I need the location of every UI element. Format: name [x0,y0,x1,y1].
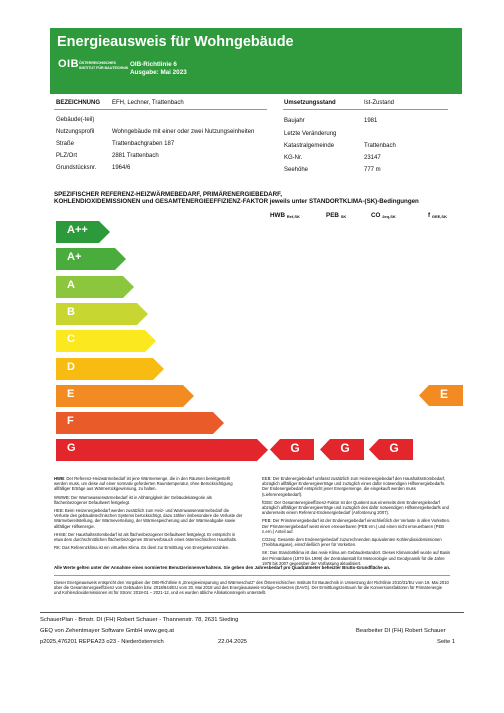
umsetzungsstand-label: Umsetzungsstand [284,100,336,106]
rating-indicator-peb [320,439,364,459]
rating-indicator-fgee [419,385,463,405]
footer-page: Seite 1 [437,639,456,645]
page-title: Energieausweis für Wohngebäude [57,34,294,50]
katastral-value: Trattenbach [364,143,396,149]
note-legal: Dieser Energieausweis entspricht den Vorgaben der OIB-Richtlinie 6 „Energieeinsparung und Wärmeschutz" des Österreichischen Instituts für Bautechnik in Umsetzung der Richtlinie 2010/31/EU vom 19. Mai 2010 über die Gesamtenergieeffizienz von Gebäuden bzw. 2018/844/EU vom 30. Mai 2018 und des Energieausweis-Vorlage-Gesetzes (EAVG). Der Ermittlungszeitraum für die Konversionsfaktoren für Primärenergie und Kohlendioxidemissionen ist für Strom: 2018-01 – 2021-12, und es wurden übliche Allokationsregeln unterstellt. [54,580,449,596]
rating-label-peb: G [340,441,350,456]
rating-label-co2: G [389,441,399,456]
class-label: A++ [67,224,88,236]
footer-author: Bearbeiter DI (FH) Robert Schauer [356,628,446,634]
oib-org-line1: ÖSTERREICHISCHES [79,61,116,65]
strasse-value: Trattenbachgraben 187 [112,141,175,147]
class-label: G [67,442,76,455]
nutzungsprofil-label: Nutzungsprofil [56,129,95,135]
class-bar-b [56,303,148,325]
column-fgee: f $_{GEE,SK}$ [428,212,447,219]
rating-label-fgee: E [439,386,448,401]
section-title-line2: KOHLENDIOXIDEMISSIONEN und GESAMTENERGIEEFFIZIENZ-FAKTOR jeweils unter STANDORTKLIMA-(SK)-Bedingungen [54,198,419,206]
kgnr-label: KG-Nr. [284,155,303,161]
column-hwb: HWB $_{Ref,SK}$ [270,212,300,219]
bezeichnung-label: BEZEICHNUNG [56,100,101,106]
kgnr-value: 23147 [364,155,381,161]
plz-label: PLZ/Ort [56,153,78,159]
divider-right [283,109,448,110]
umsetzungsstand-value: Ist-Zustand [364,100,395,106]
divider-notes [54,575,450,576]
class-bar-aplusplus [56,221,110,243]
plz-value: 2881 Trattenbach [112,153,159,159]
grundstuecksnr-label: Grundstücksnr. [56,165,97,171]
divider-left [54,109,267,110]
class-label: C [67,333,75,346]
nutzungsprofil-value: Wohngebäude mit einer oder zwei Nutzungseinheiten [112,129,255,135]
katastral-label: Katastralgemeinde [284,143,335,149]
class-label: A [67,278,75,291]
def-fgee: fGEE: Der Gesamtenergieeffizienz-Faktor ist der Quotient aus einerseits dem Endenergiebedarf abzüglich allfälliger Endenergieerträge und zuzüglich des dafür notwendigen Hilfsenergiebedarfs und andererseits einem Referenz-Endenergiebedarf (Anforderung 2007). [262,499,449,516]
class-label: E [67,387,75,400]
seehoehe-value: 777 m [364,167,381,173]
def-peb: PEB: Der Primärenergiebedarf ist der Endenergiebedarf einschließlich der Verluste in allen Vorketten. Der Primärenergiebedarf weist einen erneuerbaren (PEB ern.) und einen nicht erneuerbaren (PEB n.ern.) Anteil auf. [262,518,451,534]
class-bar-a [56,276,134,298]
def-hhsb: HHSB: Der Haushaltsstrombedarf ist als flächenbezogener Defaultwert festgelegt. Er entspricht in etwa dem durchschnittlichen flächenbezogenen Stromverbrauch eines österreichischen Haushalts. [54,531,237,543]
def-co2: CO2eq: Gesamte dem Endenergiebedarf zuzurechnenden äquivalenten Kohlendioxidemissionen (Treibhausgase), einschließlich jener für Vorketten. [262,537,442,548]
ausgabe-label: Ausgabe: Mai 2023 [130,69,187,77]
oib-org-name [79,61,128,70]
def-sk: SK: Das Standortklima ist das reale Klima am Gebäudestandort. Dieses Klimamodell wurde auf Basis der Primärdaten (1970 bis 1999) der Zentralanstalt für Meteorologie und Geodynamik für die Jahre 1978 bis 2007 gegenüber der Vorfassung aktualisiert. [262,550,451,566]
richtlinie-info [130,61,187,77]
class-bar-f [56,412,224,434]
rating-indicator-co2 [369,439,413,459]
baujahr-value: 1981 [364,118,378,124]
def-heb: HEB: Beim Heizenergiebedarf werden zusätzlich zum Heiz- und Warmwasserwärmebedarf die Verluste des gebäudetechnischen Systems berücksichtigt, dazu zählen insbesondere die Verluste der Wärmebereitstellung, der Wärmeverteilung, der Wärmespeicherung und der Wärmeabgabe sowie allfälliger Hilfsenergie. [54,508,243,529]
class-label: F [67,415,74,428]
class-bar-d [56,358,164,380]
def-eeb: EEB: Der Endenergiebedarf umfasst zusätzlich zum Heizenergiebedarf den Haushaltsstrombedarf, abzüglich allfälliger Endenergieerträge und zuzüglich eines dafür notwendigen Hilfsenergiebedarfs. Der Endenergiebedarf entspricht jener Energiemenge, die eingekauft werden muss (Lieferenergiebedarf). [262,476,446,497]
rating-label-hwb: G [290,441,300,456]
class-bar-e [56,385,194,407]
class-bar-g [56,439,268,461]
section-title [54,191,444,206]
oib-logo-mark: OIB [58,58,80,70]
section-title-line1: SPEZIFISCHER REFERENZ-HEIZWÄRMEBEDARF, PRIMÄRENERGIEBEDARF, [54,191,282,198]
bezeichnung-value: EFH, Lechner, Trattenbach [112,100,184,106]
definitions-left [54,476,244,550]
grundstuecksnr-value: 1964/6 [112,165,131,171]
column-co2: CO $_{2eq,SK}$ [371,212,396,219]
oib-org-line2: INSTITUT FÜR BAUTECHNIK [79,65,129,70]
footer-id: p2025,476201 REPEA23 o23 - Niederösterreich [40,639,164,645]
seehoehe-label: Seehöhe [284,167,309,173]
footer-date: 22.04.2025 [218,639,248,645]
class-label: A+ [67,251,82,264]
def-wwwb: WWWB: Der Warmwasserwärmebedarf ist in Abhängigkeit der Gebäudekategorie als flächenbezogener Defaultwert festgelegt. [54,494,212,505]
baujahr-label: Baujahr [284,118,305,124]
def-hwb: HWB: Der Referenz-Heizwärmebedarf ist jene Wärmemenge, die in den Räumen bereitgestellt werden muss, um diese auf einer normativ geforderten Raumtemperatur, ohne Berücksichtigung allfälliger Erträge aus Wärmerückgewinnung, zu halten. [54,476,233,492]
footer-software: GEQ von Zehentmayer Software GmbH www.geq.at [40,628,175,634]
letzte-veraenderung-label: Letzte Veränderung [284,131,337,137]
class-bar-c [56,330,156,352]
footer-divider [40,612,464,613]
rating-indicator-hwb [270,439,314,459]
class-label: B [67,305,75,318]
definitions-right [262,476,452,566]
column-peb: PEB $_{SK}$ [326,212,347,219]
gebaeudeteil-label: Gebäude(-teil) [56,117,95,123]
strasse-label: Straße [56,141,75,147]
note-bold: Alle Werte gelten unter der Annahme eines normierten Benutzerinnenverhaltens. Sie geben den Jahresbedarf pro Quadratmeter beheizter Brutto-Grundfläche an. [54,565,391,570]
richtlinie-label: OIB-Richtlinie 6 [130,61,177,68]
def-rk: RK: Das Referenzklima ist ein virtuelles Klima. Es dient zur Ermittlung von Energiekennzahlen. [54,545,230,551]
footer-company: SchauerPlan - Bmstr. DI (FH) Robert Schauer - Thannenstr. 78, 2631 Sieding [40,617,239,623]
class-bar-aplus [56,248,126,270]
class-label: D [67,360,75,373]
